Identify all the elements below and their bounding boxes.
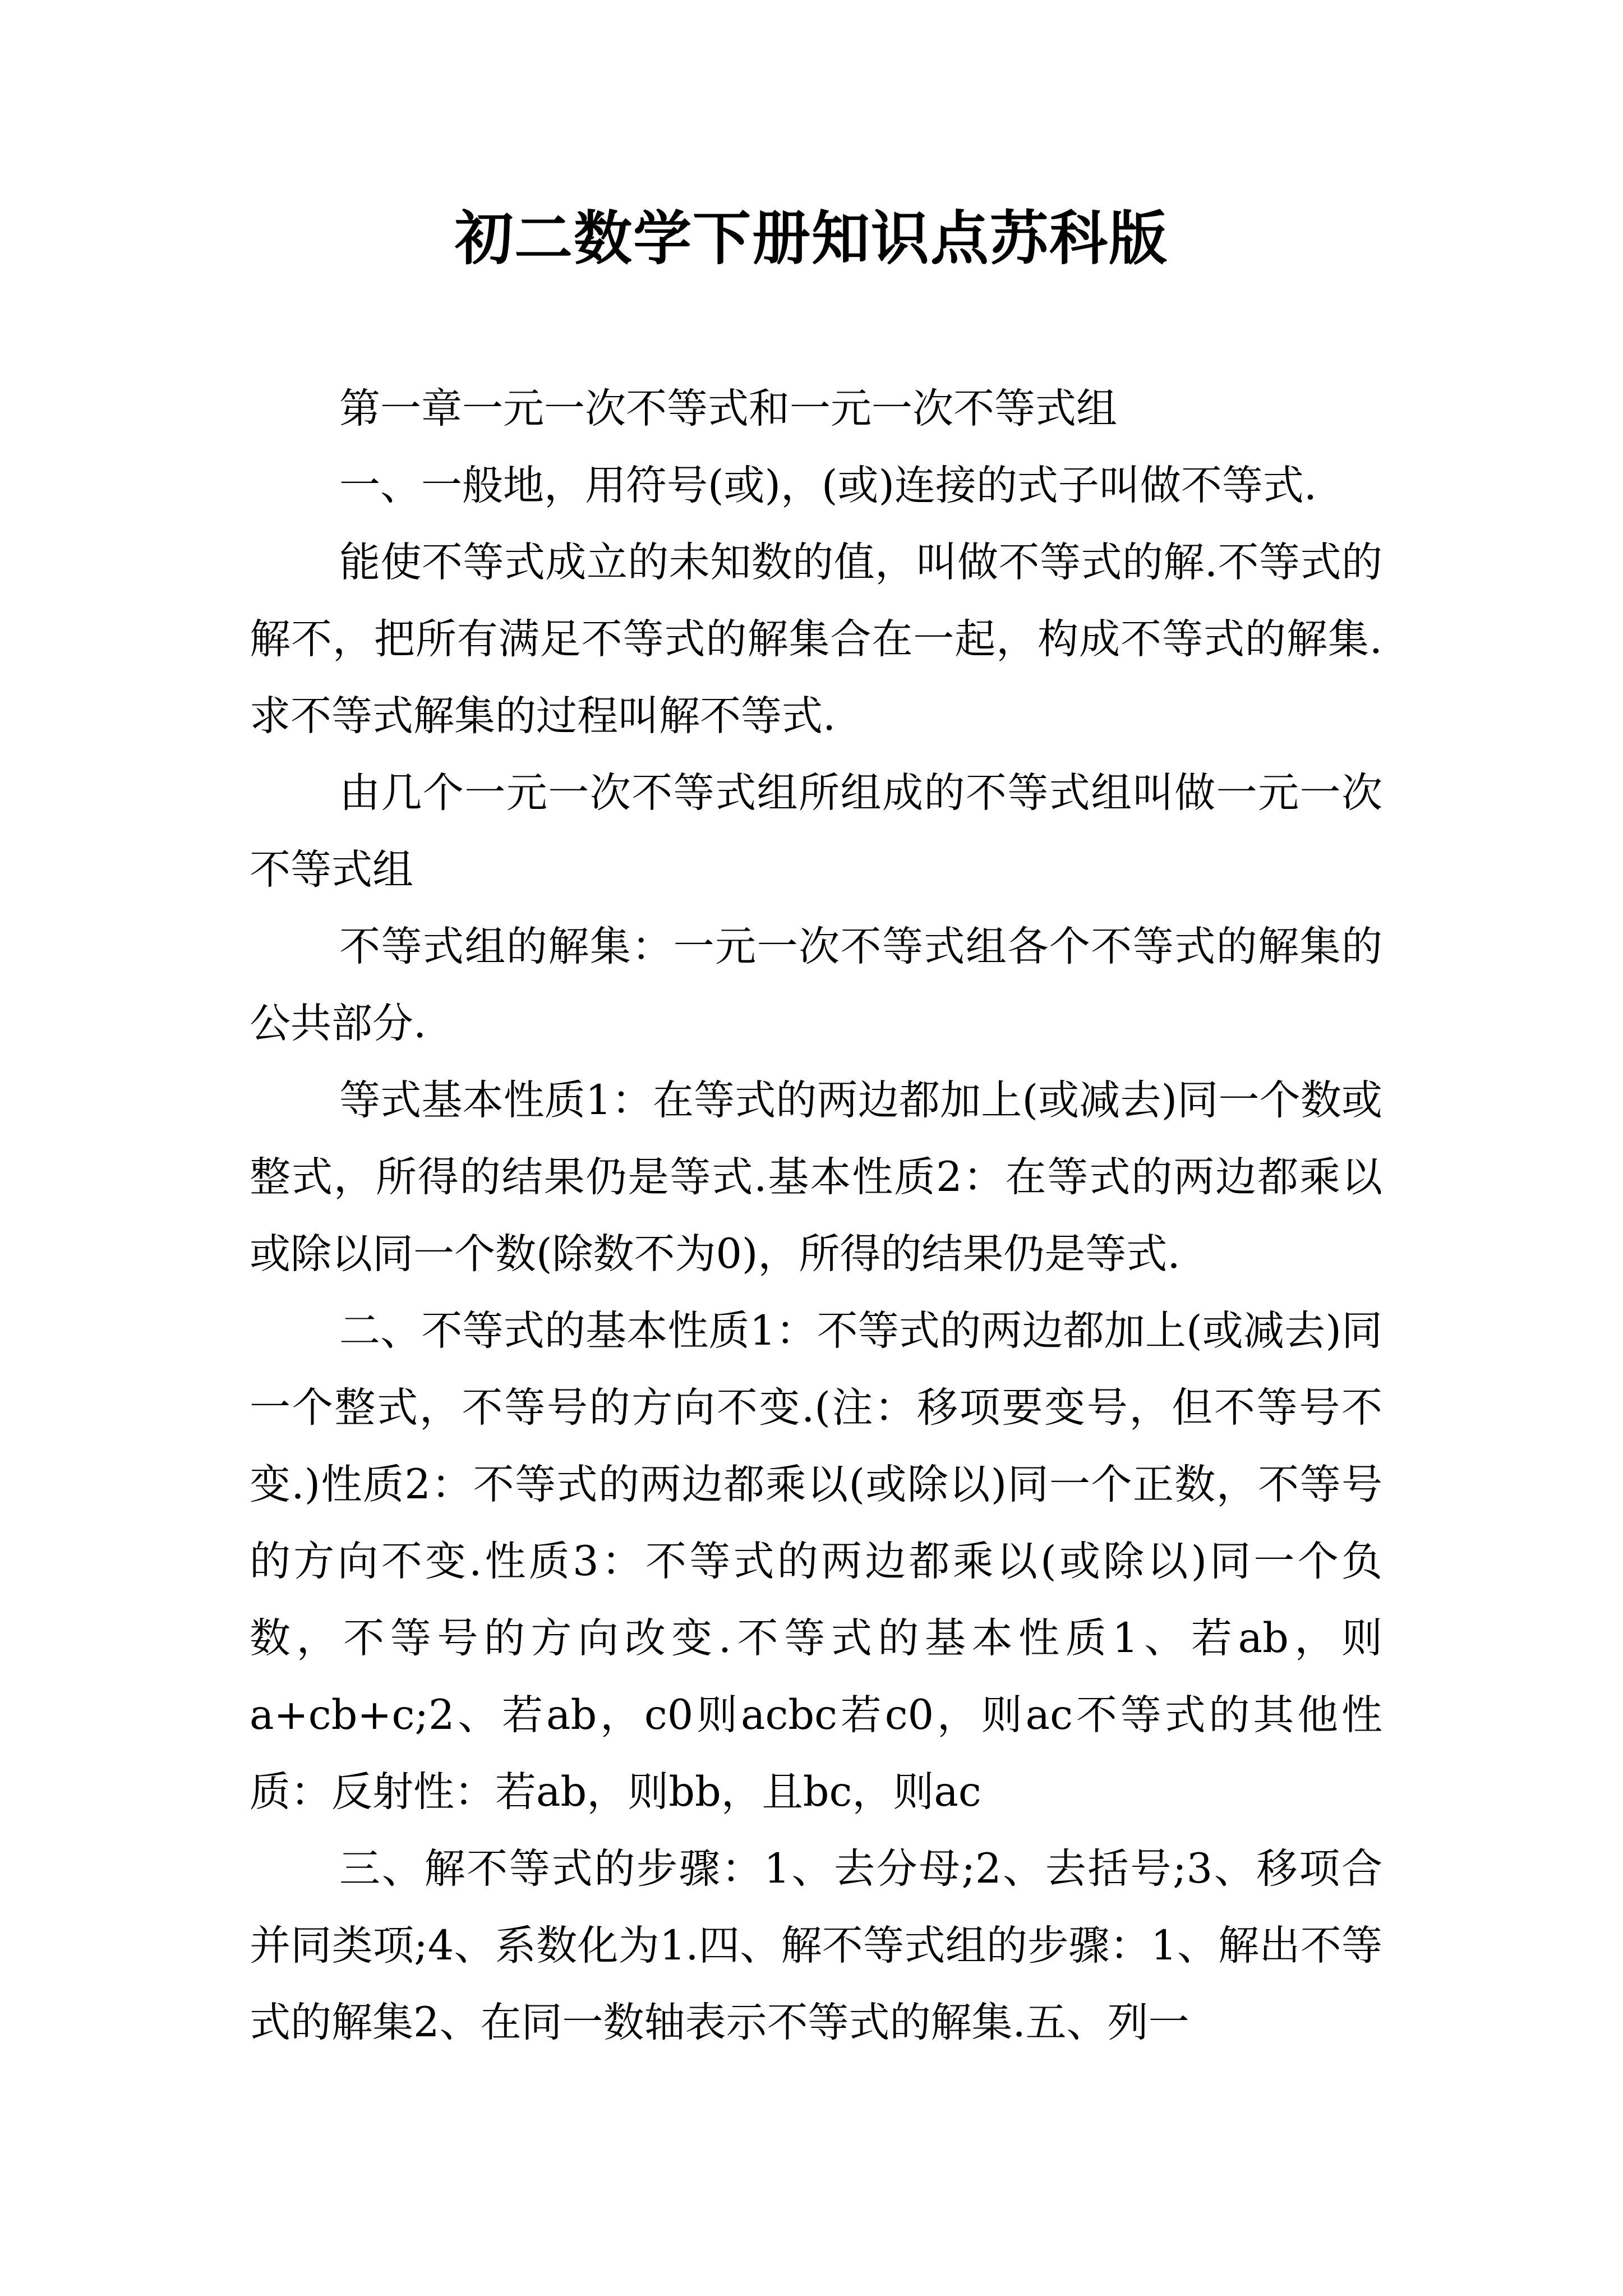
paragraph-solving-steps: 三、解不等式的步骤：1、去分母;2、去括号;3、移项合并同类项;4、系数化为1.四、解不等式组的步骤：1、解出不等式的解集2、在同一数轴表示不等式的解集.五、列一 (250, 1845, 1382, 2046)
paragraph-inequality-definition: 一、一般地，用符号(或)，(或)连接的式子叫做不等式. (339, 462, 1317, 509)
paragraph-system-solution: 不等式组的解集：一元一次不等式组各个不等式的解集的公共部分. (250, 923, 1382, 1047)
document-title: 初二数学下册知识点苏科版 (454, 204, 1168, 273)
paragraph-solution-set: 能使不等式成立的未知数的值，叫做不等式的解.不等式的解不，把所有满足不等式的解集合在一起，构成不等式的解集.求不等式解集的过程叫解不等式. (250, 539, 1382, 740)
paragraph-chapter-heading: 第一章一元一次不等式和一元一次不等式组 (339, 385, 1117, 432)
paragraph-inequality-properties: 二、不等式的基本性质1：不等式的两边都加上(或减去)同一个整式，不等号的方向不变.(注：移项要变号，但不等号不变.)性质2：不等式的两边都乘以(或除以)同一个正数，不等号的方向不变.性质3：不等式的两边都乘以(或除以)同一个负数，不等号的方向改变.不等式的基本性质1、若ab，则a+cb+c;2、若ab，c0则acbc若c0，则ac不等式的其他性质：反射性：若ab，则bb，且bc，则ac (250, 1307, 1382, 1816)
paragraph-equation-properties: 等式基本性质1：在等式的两边都加上(或减去)同一个数或整式，所得的结果仍是等式.基本性质2：在等式的两边都乘以或除以同一个数(除数不为0)，所得的结果仍是等式. (250, 1076, 1382, 1278)
paragraph-inequality-system: 由几个一元一次不等式组所组成的不等式组叫做一元一次不等式组 (250, 769, 1382, 894)
document-body (250, 370, 1382, 2061)
